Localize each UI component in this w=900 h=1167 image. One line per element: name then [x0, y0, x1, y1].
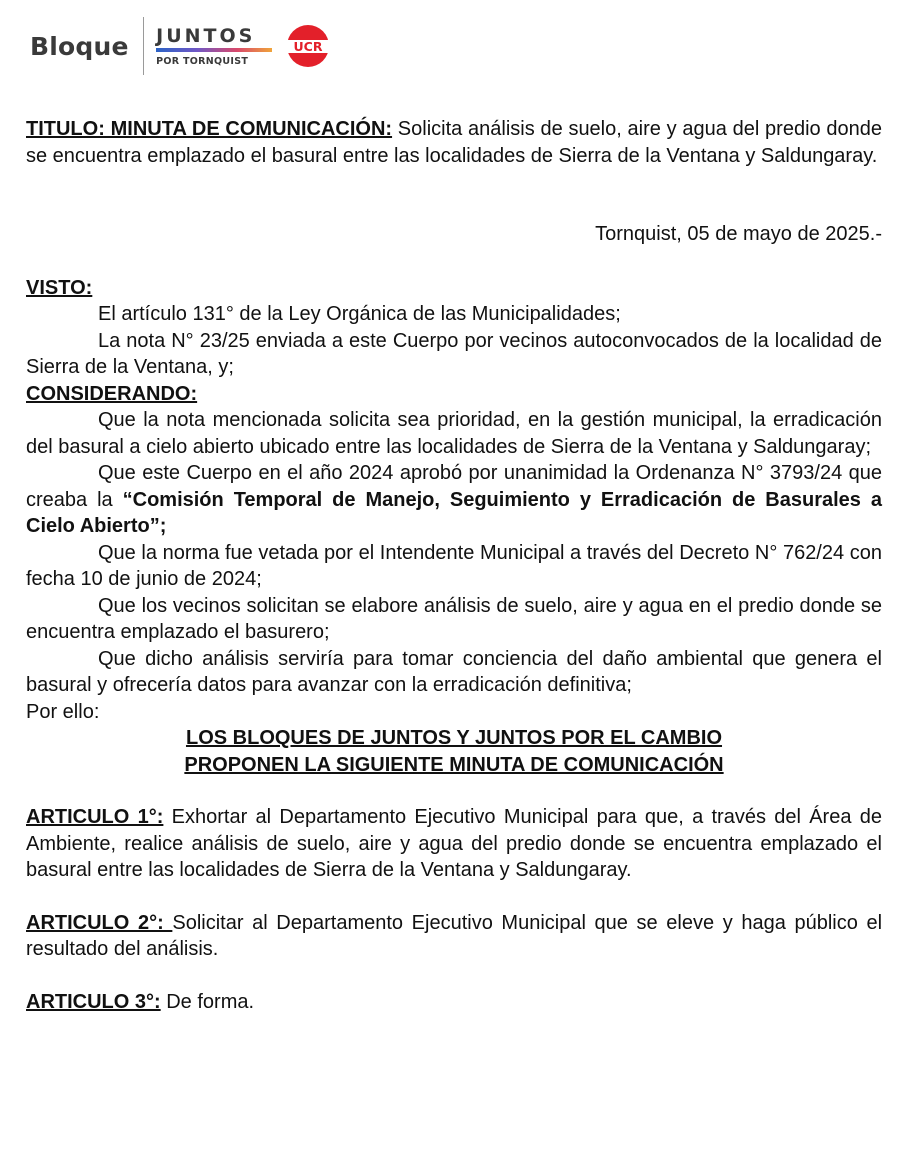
articulo-2 — [26, 910, 882, 963]
letterhead-logo — [30, 16, 330, 76]
visto-paragraph-1: El artículo 131° de la Ley Orgánica de las Municipalidades; — [98, 303, 621, 325]
considerando-paragraph-3: Que la norma fue vetada por el Intendente Municipal a través del Decreto N° 762/24 con fecha 10 de junio de 2024; — [26, 541, 882, 590]
articulo-1 — [26, 804, 882, 884]
articulo-2-label: ARTICULO 2°: — [26, 911, 173, 934]
document-body — [26, 116, 882, 1015]
articulo-1-label: ARTICULO 1°: — [26, 806, 164, 828]
proponen-line-1-text: LOS BLOQUES DE JUNTOS Y JUNTOS POR EL CAMBIO — [185, 727, 723, 749]
considerando-label: CONSIDERANDO: — [26, 382, 198, 405]
juntos-wordmark: JUNTOS — [156, 24, 256, 47]
considerando-paragraph-1: Que la nota mencionada solicita sea prioridad, en la gestión municipal, la erradicación del basural a cielo abierto ubicado entre las localidades de Sierra de la Ventana y Saldungaray; — [26, 409, 882, 458]
considerando-paragraph-5: Que dicho análisis serviría para tomar conciencia del daño ambiental que genera el basural y ofrecería datos para avanzar con la erradicación definitiva; — [26, 647, 882, 696]
bloque-wordmark: Bloque — [30, 31, 129, 61]
por-tornquist-wordmark: POR TORNQUIST — [156, 55, 249, 67]
title-text: Solicita análisis de suelo, aire y agua del predio donde se encuentra emplazado el basural entre las localidades de Sierra de la Ventana y Saldungaray. — [26, 118, 882, 167]
juntos-color-bar — [156, 48, 272, 52]
proponen-line-2-text: PROPONEN LA SIGUIENTE MINUTA DE COMUNICACIÓN — [184, 753, 724, 776]
ucr-logo-text: UCR — [293, 39, 323, 54]
por-ello: Por ello: — [26, 700, 100, 723]
visto-label: VISTO: — [26, 276, 93, 299]
comision-name: “Comisión Temporal de Manejo, Seguimiento y Erradicación de Basurales a Cielo Abierto”; — [26, 488, 882, 537]
logo-divider — [143, 17, 145, 75]
considerando-paragraph-2 — [26, 460, 882, 540]
proponen-heading-line-1 — [26, 725, 882, 752]
articulo-3 — [26, 989, 882, 1016]
visto-heading — [26, 275, 882, 302]
date-line: Tornquist, 05 de mayo de 2025.- — [595, 223, 882, 245]
proponen-heading-line-2 — [26, 752, 882, 779]
articulo-3-label: ARTICULO 3°: — [26, 990, 161, 1013]
title-label: TITULO: MINUTA DE COMUNICACIÓN: — [26, 118, 393, 140]
juntos-logo — [156, 26, 272, 67]
considerando-heading — [26, 381, 882, 408]
title-paragraph — [26, 116, 882, 169]
articulo-2-text: Solicitar al Departamento Ejecutivo Municipal que se eleve y haga público el resultado del análisis. — [26, 911, 883, 960]
articulo-3-text: De forma. — [160, 990, 255, 1013]
articulo-1-text: Exhortar al Departamento Ejecutivo Municipal para que, a través del Área de Ambiente, realice análisis de suelo, aire y agua del predio donde se encuentra emplazado el basural entre las localidades de Sierra de la Ventana y Saldungaray. — [26, 806, 882, 881]
ucr-logo-icon — [286, 24, 330, 68]
considerando-paragraph-4: Que los vecinos solicitan se elabore análisis de suelo, aire y agua en el predio donde se encuentra emplazado el basurero; — [26, 594, 882, 643]
visto-paragraph-2: La nota N° 23/25 enviada a este Cuerpo por vecinos autoconvocados de la localidad de Sierra de la Ventana, y; — [26, 329, 882, 378]
considerando-paragraph-2-text: Que este Cuerpo en el año 2024 aprobó por unanimidad la Ordenanza N° 3793/24 que creaba la — [26, 462, 882, 511]
